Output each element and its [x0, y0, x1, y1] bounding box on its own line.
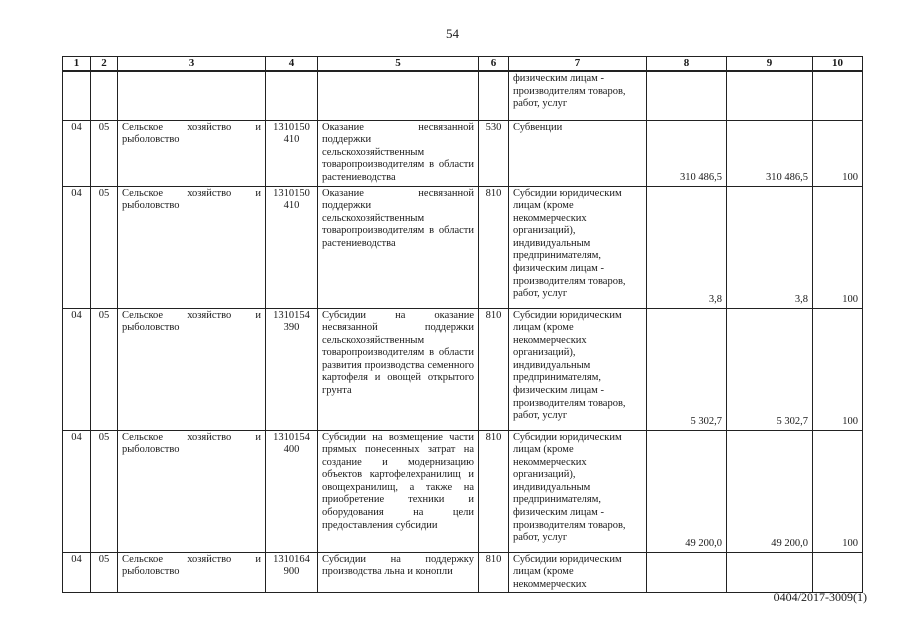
- section-name: Сельское хозяйство и рыболовство: [118, 430, 266, 552]
- article-description: Оказание несвязанной поддержки сельскохозяйственным товаропроизводителям в области растениеводства: [318, 120, 479, 186]
- executed-amount: 49 200,0: [727, 430, 813, 552]
- document-code: 0404/2017-3009(1): [773, 590, 867, 604]
- expense-type-code: 810: [479, 430, 509, 552]
- execution-percent: 100: [813, 308, 863, 430]
- article-description: Субсидии на возмещение части прямых понесенных затрат на создание и модернизацию объектов картофелехранилищ и овощехранилищ, а также на приобретение техники и оборудования на цели предоставления субсидии: [318, 430, 479, 552]
- target-article-code: 1310154 400: [266, 430, 318, 552]
- table-row: [63, 430, 863, 552]
- section-code: 04: [63, 186, 91, 308]
- expense-type-code: 810: [479, 186, 509, 308]
- section-code: 04: [63, 308, 91, 430]
- article-description: Субсидии на оказание несвязанной поддержки сельскохозяйственным товаропроизводителям в области развития производства семенного картофеля и овощей открытого грунта: [318, 308, 479, 430]
- execution-percent: [813, 71, 863, 120]
- table-row: [63, 308, 863, 430]
- executed-amount: [727, 71, 813, 120]
- subsection-code: 05: [91, 430, 118, 552]
- table-row: [63, 186, 863, 308]
- column-header-10: 10: [813, 57, 863, 72]
- subsection-code: 05: [91, 552, 118, 593]
- executed-amount: 5 302,7: [727, 308, 813, 430]
- section-name: [118, 71, 266, 120]
- subsection-code: 05: [91, 186, 118, 308]
- column-header-1: 1: [63, 57, 91, 72]
- subsection-code: 05: [91, 120, 118, 186]
- planned-amount: 5 302,7: [647, 308, 727, 430]
- expense-type-code: [479, 71, 509, 120]
- executed-amount: 310 486,5: [727, 120, 813, 186]
- executed-amount: 3,8: [727, 186, 813, 308]
- subsection-code: 05: [91, 308, 118, 430]
- target-article-code: 1310150 410: [266, 186, 318, 308]
- section-name: Сельское хозяйство и рыболовство: [118, 552, 266, 593]
- section-code: 04: [63, 120, 91, 186]
- planned-amount: 3,8: [647, 186, 727, 308]
- executed-amount: [727, 552, 813, 593]
- column-header-2: 2: [91, 57, 118, 72]
- expense-type-name: Субсидии юридическим лицам (кроме некоммерческих организаций), индивидуальным предпринимателям, физическим лицам - производителям товаров, работ, услуг: [509, 430, 647, 552]
- subsection-code: [91, 71, 118, 120]
- execution-percent: [813, 552, 863, 593]
- execution-percent: 100: [813, 186, 863, 308]
- column-header-8: 8: [647, 57, 727, 72]
- column-header-7: 7: [509, 57, 647, 72]
- target-article-code: [266, 71, 318, 120]
- execution-percent: 100: [813, 430, 863, 552]
- planned-amount: [647, 71, 727, 120]
- article-description: Оказание несвязанной поддержки сельскохозяйственным товаропроизводителям в области растениеводства: [318, 186, 479, 308]
- execution-percent: 100: [813, 120, 863, 186]
- expense-type-name: физическим лицам - производителям товаров, работ, услуг: [509, 71, 647, 120]
- target-article-code: 1310150 410: [266, 120, 318, 186]
- planned-amount: [647, 552, 727, 593]
- table-row: [63, 552, 863, 593]
- section-name: Сельское хозяйство и рыболовство: [118, 186, 266, 308]
- expense-type-name: Субсидии юридическим лицам (кроме некоммерческих: [509, 552, 647, 593]
- section-name: Сельское хозяйство и рыболовство: [118, 308, 266, 430]
- article-description: [318, 71, 479, 120]
- target-article-code: 1310154 390: [266, 308, 318, 430]
- section-code: [63, 71, 91, 120]
- expense-type-code: 810: [479, 308, 509, 430]
- table-row: [63, 71, 863, 120]
- expense-type-name: Субсидии юридическим лицам (кроме некоммерческих организаций), индивидуальным предпринимателям, физическим лицам - производителям товаров, работ, услуг: [509, 186, 647, 308]
- section-code: 04: [63, 552, 91, 593]
- column-header-5: 5: [318, 57, 479, 72]
- target-article-code: 1310164 900: [266, 552, 318, 593]
- expense-type-code: 530: [479, 120, 509, 186]
- column-header-3: 3: [118, 57, 266, 72]
- article-description: Субсидии на поддержку производства льна и конопли: [318, 552, 479, 593]
- column-header-6: 6: [479, 57, 509, 72]
- planned-amount: 49 200,0: [647, 430, 727, 552]
- table-row: [63, 120, 863, 186]
- expense-type-name: Субвенции: [509, 120, 647, 186]
- expense-type-name: Субсидии юридическим лицам (кроме некоммерческих организаций), индивидуальным предпринимателям, физическим лицам - производителям товаров, работ, услуг: [509, 308, 647, 430]
- page-number: 54: [446, 26, 459, 41]
- table-header-row: [63, 57, 863, 72]
- section-code: 04: [63, 430, 91, 552]
- budget-table: [62, 56, 863, 593]
- expense-type-code: 810: [479, 552, 509, 593]
- column-header-4: 4: [266, 57, 318, 72]
- column-header-9: 9: [727, 57, 813, 72]
- planned-amount: 310 486,5: [647, 120, 727, 186]
- section-name: Сельское хозяйство и рыболовство: [118, 120, 266, 186]
